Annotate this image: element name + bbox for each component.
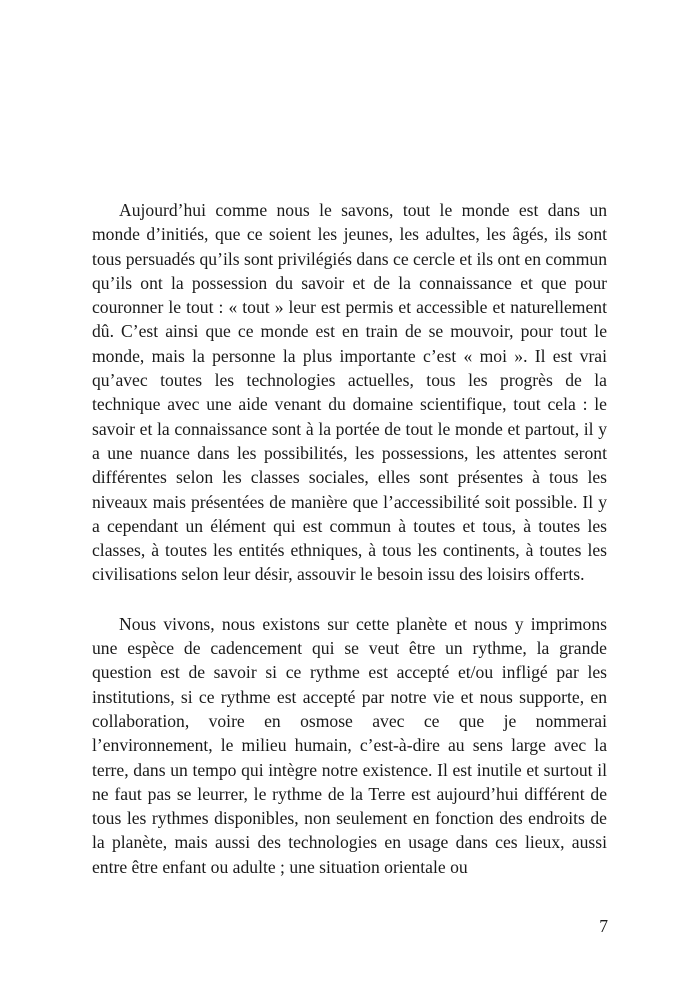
paragraph-2: Nous vivons, nous existons sur cette planète et nous y imprimons une espèce de cadencement qui se veut être un rythme, la grande question est de savoir si ce rythme est accepté et/ou infligé par les institutions, si ce rythme est accepté par notre vie et nous supporte, en collaboration, voire en osmose avec ce que je nommerai l’environnement, le milieu humain, c’est-à-dire au sens large avec la terre, dans un tempo qui intègre notre existence. Il est inutile et surtout il ne faut pas se leurrer, le rythme de la Terre est aujourd’hui différent de tous les rythmes disponibles, non seulement en fonction des endroits de la planète, mais aussi des technologies en usage dans ces lieux, aussi entre être enfant ou adulte ; une situation orientale ou	[92, 613, 607, 877]
paragraph-1: Aujourd’hui comme nous le savons, tout le monde est dans un monde d’initiés, que ce soient les jeunes, les adultes, les âgés, ils sont tous persuadés qu’ils sont privilégiés dans ce cercle et ils ont en commun qu’ils ont la possession du savoir et de la connaissance et que pour couronner le tout : « tout » leur est permis et accessible et naturellement dû. C’est ainsi que ce monde est en train de se mouvoir, pour tout le monde, mais la personne la plus importante c’est « moi ». Il est vrai qu’avec toutes les technologies actuelles, tous les progrès de la technique avec une aide venant du domaine scientifique, tout cela : le savoir et la connaissance sont à la portée de tout le monde et partout, il y a une nuance dans les possibilités, les possessions, les attentes seront différentes selon les classes sociales, elles sont présentes à tous les niveaux mais présentées de manière que l’accessibilité soit possible. Il y a cependant un élément qui est commun à toutes et tous, à toutes les classes, à toutes les entités ethniques, à tous les continents, à toutes les civilisations selon leur désir, assouvir le besoin issu des loisirs offerts.	[92, 200, 607, 585]
page-number: 7	[599, 916, 608, 936]
body-text	[92, 198, 607, 879]
